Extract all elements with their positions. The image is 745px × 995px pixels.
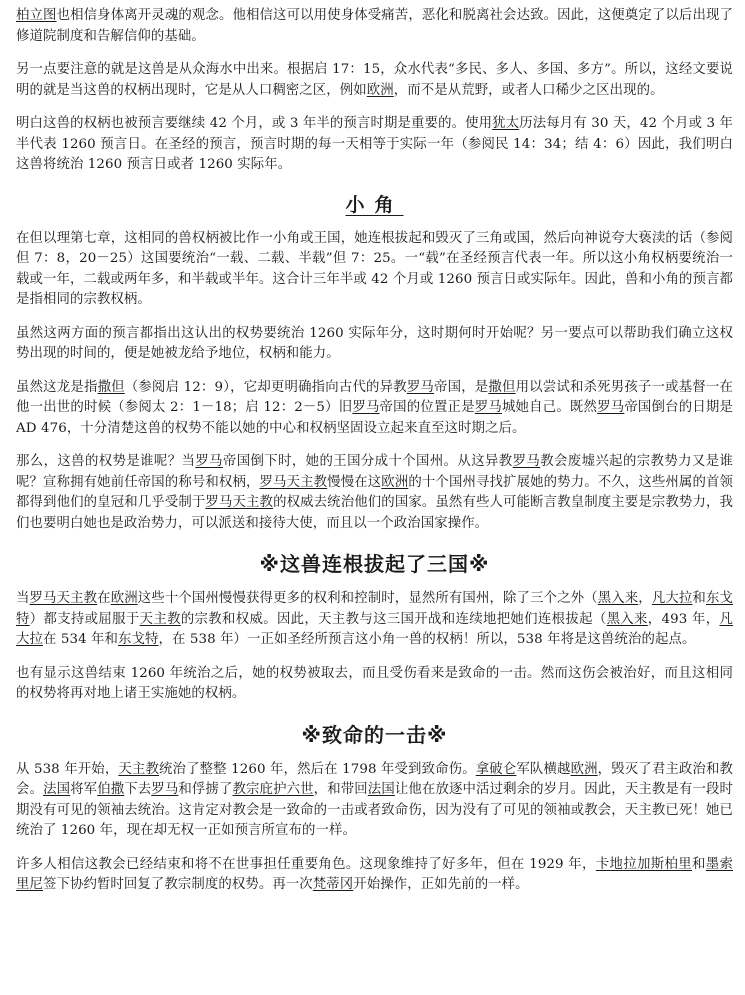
underlined-term: 罗马 bbox=[512, 454, 541, 469]
underlined-term: 欧洲 bbox=[570, 761, 598, 777]
text-run: 下去 bbox=[124, 782, 152, 797]
text-run: 帝国的位置正是 bbox=[379, 400, 475, 415]
text-run: 慢慢在这 bbox=[327, 474, 382, 490]
text-run: 在 bbox=[97, 591, 111, 606]
text-run: 这些十个国州慢慢获得更多的权利和控制时，显然所有国州，除了三个之外（ bbox=[137, 591, 598, 606]
document-body bbox=[16, 6, 733, 896]
text-run: （参阅启 12：9），它却更明确指向古代的异教 bbox=[124, 379, 407, 395]
text-run: 从 538 年开始， bbox=[16, 761, 119, 777]
text-run: 虽然这龙是指 bbox=[16, 379, 98, 395]
body-paragraph bbox=[16, 452, 733, 534]
underlined-term: 撒但 bbox=[97, 379, 125, 395]
body-paragraph bbox=[16, 760, 733, 842]
section-heading bbox=[16, 190, 733, 217]
text-run: 帝国倒台的日期是 AD 476，十分清楚这兽的权势不能以她的中心和权柄坚固设立起来直至这时期之后。 bbox=[16, 400, 734, 436]
underlined-term: 撒但 bbox=[488, 379, 516, 395]
underlined-term: 黑入来 bbox=[597, 591, 639, 606]
text-run: 在 534 年和 bbox=[42, 632, 119, 647]
underlined-term: 法国 bbox=[367, 782, 395, 797]
section-heading-text: 小角 bbox=[345, 193, 404, 216]
text-run: 和 bbox=[692, 591, 706, 606]
underlined-term: 伯撒 bbox=[97, 782, 125, 797]
underlined-term: 欧洲 bbox=[366, 82, 394, 98]
body-paragraph bbox=[16, 60, 733, 101]
text-run: 也有显示这兽结束 1260 年统治之后，她的权势被取去，而且受伤看来是致命的一击。然而这伤会被治好，而且这相同的权势将再对地上诸王实施她的权柄。 bbox=[16, 665, 733, 701]
text-run: 统治了整整 1260 年，然后在 1798 年受到致命伤。 bbox=[159, 761, 476, 777]
body-paragraph bbox=[16, 664, 733, 705]
text-run: 城她自己。既然 bbox=[501, 400, 598, 415]
text-run: ，在 538 年）一正如圣经所预言这小角一兽的权柄！所以，538 年将是这兽统治的起点。 bbox=[158, 632, 696, 647]
text-run: ，而不是从荒野，或者人口稀少之区出现的。 bbox=[393, 82, 664, 98]
underlined-term: 凡大拉 bbox=[651, 591, 693, 606]
underlined-term: 卡地拉加斯柏里 bbox=[595, 856, 692, 872]
text-run: ，和带回 bbox=[313, 782, 368, 797]
text-run: 军队横越 bbox=[516, 761, 571, 777]
text-run: 那么，这兽的权势是谁呢？当 bbox=[16, 454, 196, 469]
text-run: 当 bbox=[16, 591, 30, 606]
section-heading-text: ※这兽连根拔起了三国※ bbox=[259, 552, 490, 576]
underlined-term: 东戈特 bbox=[16, 591, 733, 627]
underlined-term: 罗马 bbox=[151, 782, 179, 797]
text-run: 和俘掳了 bbox=[178, 782, 233, 797]
body-paragraph bbox=[16, 229, 733, 311]
text-run: 将军 bbox=[70, 782, 98, 797]
section-heading bbox=[16, 548, 733, 577]
underlined-term: 罗马 bbox=[474, 400, 502, 415]
underlined-term: 东戈特 bbox=[118, 632, 159, 647]
text-run: 帝国，是 bbox=[434, 379, 489, 395]
underlined-term: 罗马 bbox=[352, 400, 380, 415]
section-heading-text: ※致命的一击※ bbox=[301, 722, 448, 747]
underlined-term: 罗马天主教 bbox=[29, 591, 98, 606]
underlined-term: 梵蒂冈 bbox=[312, 877, 354, 892]
text-run: ，493 年， bbox=[647, 611, 720, 627]
underlined-term: 法国 bbox=[43, 782, 71, 797]
text-run: 虽然这两方面的预言都指出这认出的权势要统治 1260 实际年分，这时期何时开始呢？另一要点可以帮助我们确立这权势出现的时间的，便是她被龙给予地位，权柄和能力。 bbox=[16, 325, 733, 361]
underlined-term: 凡大拉 bbox=[16, 611, 733, 647]
text-run: 明白这兽的权柄也被预言要继续 42 个月，或 3 年半的预言时期是重要的。使用 bbox=[16, 116, 493, 131]
text-run: 也相信身体离开灵魂的观念。他相信这可以用使身体受痛苦，恶化和脱离社会达致。因此，这便奠定了以后出现了修道院制度和告解信仰的基础。 bbox=[16, 8, 733, 44]
text-run: 教会废墟兴起的宗教势力又是谁呢？宣称拥有她前任帝国的称号和权柄， bbox=[16, 454, 733, 490]
underlined-term: 罗马天主教 bbox=[259, 474, 328, 490]
body-paragraph bbox=[16, 324, 733, 365]
section-heading bbox=[16, 719, 733, 748]
underlined-term: 欧洲 bbox=[110, 591, 138, 606]
text-run: 和 bbox=[692, 856, 706, 872]
underlined-term: 墨索里尼 bbox=[16, 856, 733, 892]
underlined-term: 柏立图 bbox=[16, 8, 57, 23]
text-run: 的权威去统治他们的国家。虽然有些人可能断言教皇制度主要是宗教势力，我们也要明白她也是政治势力，可以派送和接待大使，而且以一个政治国家操作。 bbox=[16, 495, 734, 531]
underlined-term: 罗马 bbox=[597, 400, 625, 415]
text-run: ）都支持或屈服于 bbox=[29, 611, 140, 627]
body-paragraph bbox=[16, 378, 733, 440]
text-run: 让他在放逐中活过剩余的岁月。因此，天主教是有一段时期没有可见的领袖去统治。这肯定对教会是一致命的一击或者致命伤，因为没有了可见的领袖或教会，天主教已死！她已统治了 1260 年，现在却无权一正如预言所宣布的一样。 bbox=[16, 782, 734, 838]
underlined-term: 罗马天主教 bbox=[205, 495, 274, 510]
underlined-term: 犹太 bbox=[492, 116, 520, 131]
text-run: 另一点要注意的就是这兽是从众海水中出来。根据启 17：15，众水代表“多民、多人、多国、多方”。所以，这经文要说明的就是当这兽的权柄出现时，它是从人口稠密之区，例如 bbox=[16, 62, 733, 98]
text-run: 历法每月有 30 天，42 个月或 3 年半代表 1260 预言日。在圣经的预言，预言时期的每一天相等于实际一年（参阅民 14：34；结 4：6）因此，我们明白这兽将统治 1260 预言日或者 1260 实际年。 bbox=[16, 116, 734, 172]
body-paragraph bbox=[16, 589, 733, 651]
underlined-term: 天主教 bbox=[118, 761, 159, 777]
text-run: 在但以理第七章，这相同的兽权柄被比作一小角或王国，她连根拔起和毁灭了三角或国，然后向神说夸大亵渎的话（参阅但 7：8，20－25）这国要统治“一载、二载、半载”但 7：25。一“载”在圣经预言代表一年。所以这小角权柄要统治一载或一年，二载或两年多，和半载或半年。这合计三年半或 42 个月或 1260 预言日或实际年。因此，兽和小角的预言都是指相同的宗教权柄。 bbox=[16, 230, 733, 307]
underlined-term: 罗马 bbox=[406, 379, 435, 395]
text-run: 用以尝试和杀死男孩子一或基督一在他一出世的时候（参阅太 2：1－18；启 12：2－5）旧 bbox=[16, 379, 733, 415]
body-paragraph bbox=[16, 114, 733, 176]
text-run: 的宗教和权威。因此，天主教与这三国开战和连续地把她们连根拔起（ bbox=[180, 611, 607, 627]
underlined-term: 黑入来 bbox=[606, 611, 648, 627]
text-run: ， bbox=[638, 591, 652, 606]
underlined-term: 欧洲 bbox=[381, 474, 409, 490]
underlined-term: 罗马 bbox=[195, 454, 223, 469]
underlined-term: 拿破仑 bbox=[475, 761, 517, 777]
text-run: 许多人相信这教会已经结束和将不在世事担任重要角色。这现象维持了好多年，但在 1929 年， bbox=[16, 856, 596, 872]
text-run: 签下协约暂时回复了教宗制度的权势。再一次 bbox=[42, 877, 313, 892]
body-paragraph bbox=[16, 855, 733, 896]
underlined-term: 天主教 bbox=[139, 611, 181, 627]
body-paragraph bbox=[16, 6, 733, 47]
text-run: 的十个国州寻找扩展她的势力。不久，这些州属的首领都得到他们的皇冠和几乎受制于 bbox=[16, 474, 734, 510]
underlined-term: 教宗庇护六世 bbox=[232, 782, 314, 797]
text-run: 帝国倒下时，她的王国分成十个国州。从这异教 bbox=[222, 454, 513, 469]
text-run: ，毁灭了君主政治和教会。 bbox=[16, 761, 734, 797]
text-run: 开始操作，正如先前的一样。 bbox=[353, 877, 529, 892]
